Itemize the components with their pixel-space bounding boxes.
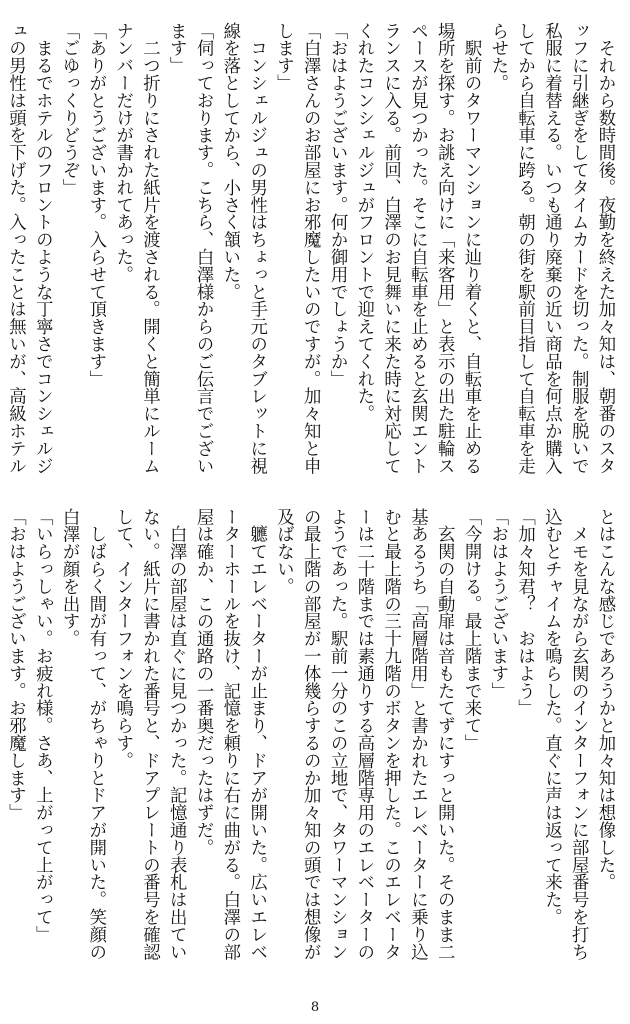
upper-text-block [5, 22, 618, 498]
text-column: ナンバーだけが書かれてあった。 [112, 22, 133, 283]
text-column: コンシェルジュの男性はちょっと手元のタブレットに視 [246, 22, 267, 475]
text-column: メモを見ながら玄関のインターフォンに部屋番号を打ち [568, 508, 589, 961]
text-column: 「加々知君？ おはよう」 [514, 508, 535, 717]
text-column: むと最上階の三十九階のボタンを押した。このエレベータ [380, 508, 401, 961]
text-column: まるでホテルのフロントのような丁寧さでコンシェルジ [32, 22, 53, 475]
text-column: 基あるうち「高層階用」と書かれたエレベーターに乗り込 [407, 508, 428, 961]
text-column: 「おはようございます。お邪魔します」 [5, 508, 26, 822]
text-column: 二つ折りにされた紙片を渡される。開くと簡単にルーム [139, 22, 160, 475]
text-column: 「ありがとうございます。入らせて頂きます」 [85, 22, 106, 388]
text-column: それから数時間後。夜勤を終えた加々知は、朝番のスタ [595, 22, 615, 475]
text-column: ュの男性は頭を下げた。入ったことは無いが、高級ホテル [5, 22, 26, 475]
text-column: らせた。 [487, 22, 508, 92]
text-column: 「今開ける。最上階まで来て」 [461, 508, 482, 752]
text-column: ない。紙片に書かれた番号と、ドアプレートの番号を確認 [139, 508, 160, 961]
text-column: ランスに入る。前回、白澤のお見舞いに来た時に対応して [380, 22, 401, 475]
text-column: 「ごゆっくりどうぞ」 [59, 22, 80, 196]
text-column: 「おはようございます」 [487, 508, 508, 700]
text-column: 「おはようございます。何か御用でしょうか」 [327, 22, 348, 388]
text-column: ーは二十階までは素通りする高層階専用のエレベーターの [353, 508, 374, 961]
lower-text-block [5, 508, 618, 978]
text-column: して、インターフォンを鳴らす。 [112, 508, 133, 769]
text-column: 「いらっしゃい。お疲れ様。さあ、上がって上がって」 [32, 508, 53, 943]
text-column: 屋は確か、この通路の一番奥だったはずだ。 [193, 508, 214, 856]
text-column: ようであった。駅前一分のこの立地で、タワーマンション [327, 508, 348, 961]
text-column: 駅前のタワーマンションに辿り着くと、自転車を止める [461, 22, 482, 475]
text-column: 軈てエレベーターが止まり、ドアが開いた。広いエレベ [246, 508, 267, 961]
text-column: 「伺っております。こちら、白澤様からのご伝言でござい [193, 22, 214, 475]
text-column: 込むとチャイムを鳴らした。直ぐに声は返って来た。 [541, 508, 562, 926]
text-column: 白澤が顔を出す。 [59, 508, 80, 648]
text-column: ます」 [166, 22, 187, 75]
text-column: 及ばない。 [273, 508, 294, 595]
text-column: とはこんな感じであろうかと加々知は想像した。 [595, 508, 615, 891]
text-column: 線を落としてから、小さく頷いた。 [219, 22, 240, 301]
page-number: 8 [310, 1000, 320, 1015]
text-column: しばらく間が有って、がちゃりとドアが開いた。笑顔の [85, 508, 106, 961]
text-column: 玄関の自動扉は音もたてずにすっと開いた。そのまま二 [434, 508, 455, 961]
text-column: ペースが見つかった。そこに自転車を止めると玄関エント [407, 22, 428, 475]
text-column: 白澤の部屋は直ぐに見つかった。記憶通り表札は出てい [166, 508, 187, 961]
text-column: します」 [273, 22, 294, 92]
text-column: の最上階の部屋が一体幾らするのか加々知の頭では想像が [300, 508, 321, 961]
text-column: くれたコンシェルジュがフロントで迎えてくれた。 [353, 22, 374, 423]
text-column: 私服に着替える。いつも通り廃棄の近い商品を何点か購入 [541, 22, 562, 475]
text-column: 場所を探す。お誂え向けに「来客用」と表示の出た駐輪ス [434, 22, 455, 475]
text-column: ッフに引継ぎをしてタイムカードを切った。制服を脱いで [568, 22, 589, 475]
text-column: してから自転車に跨る。朝の街を駅前目指して自転車を走 [514, 22, 535, 475]
text-column: ーターホールを抜け、記憶を頼りに右に曲がる。白澤の部 [219, 508, 240, 961]
text-column: 「白澤さんのお部屋にお邪魔したいのですが。加々知と申 [300, 22, 321, 475]
